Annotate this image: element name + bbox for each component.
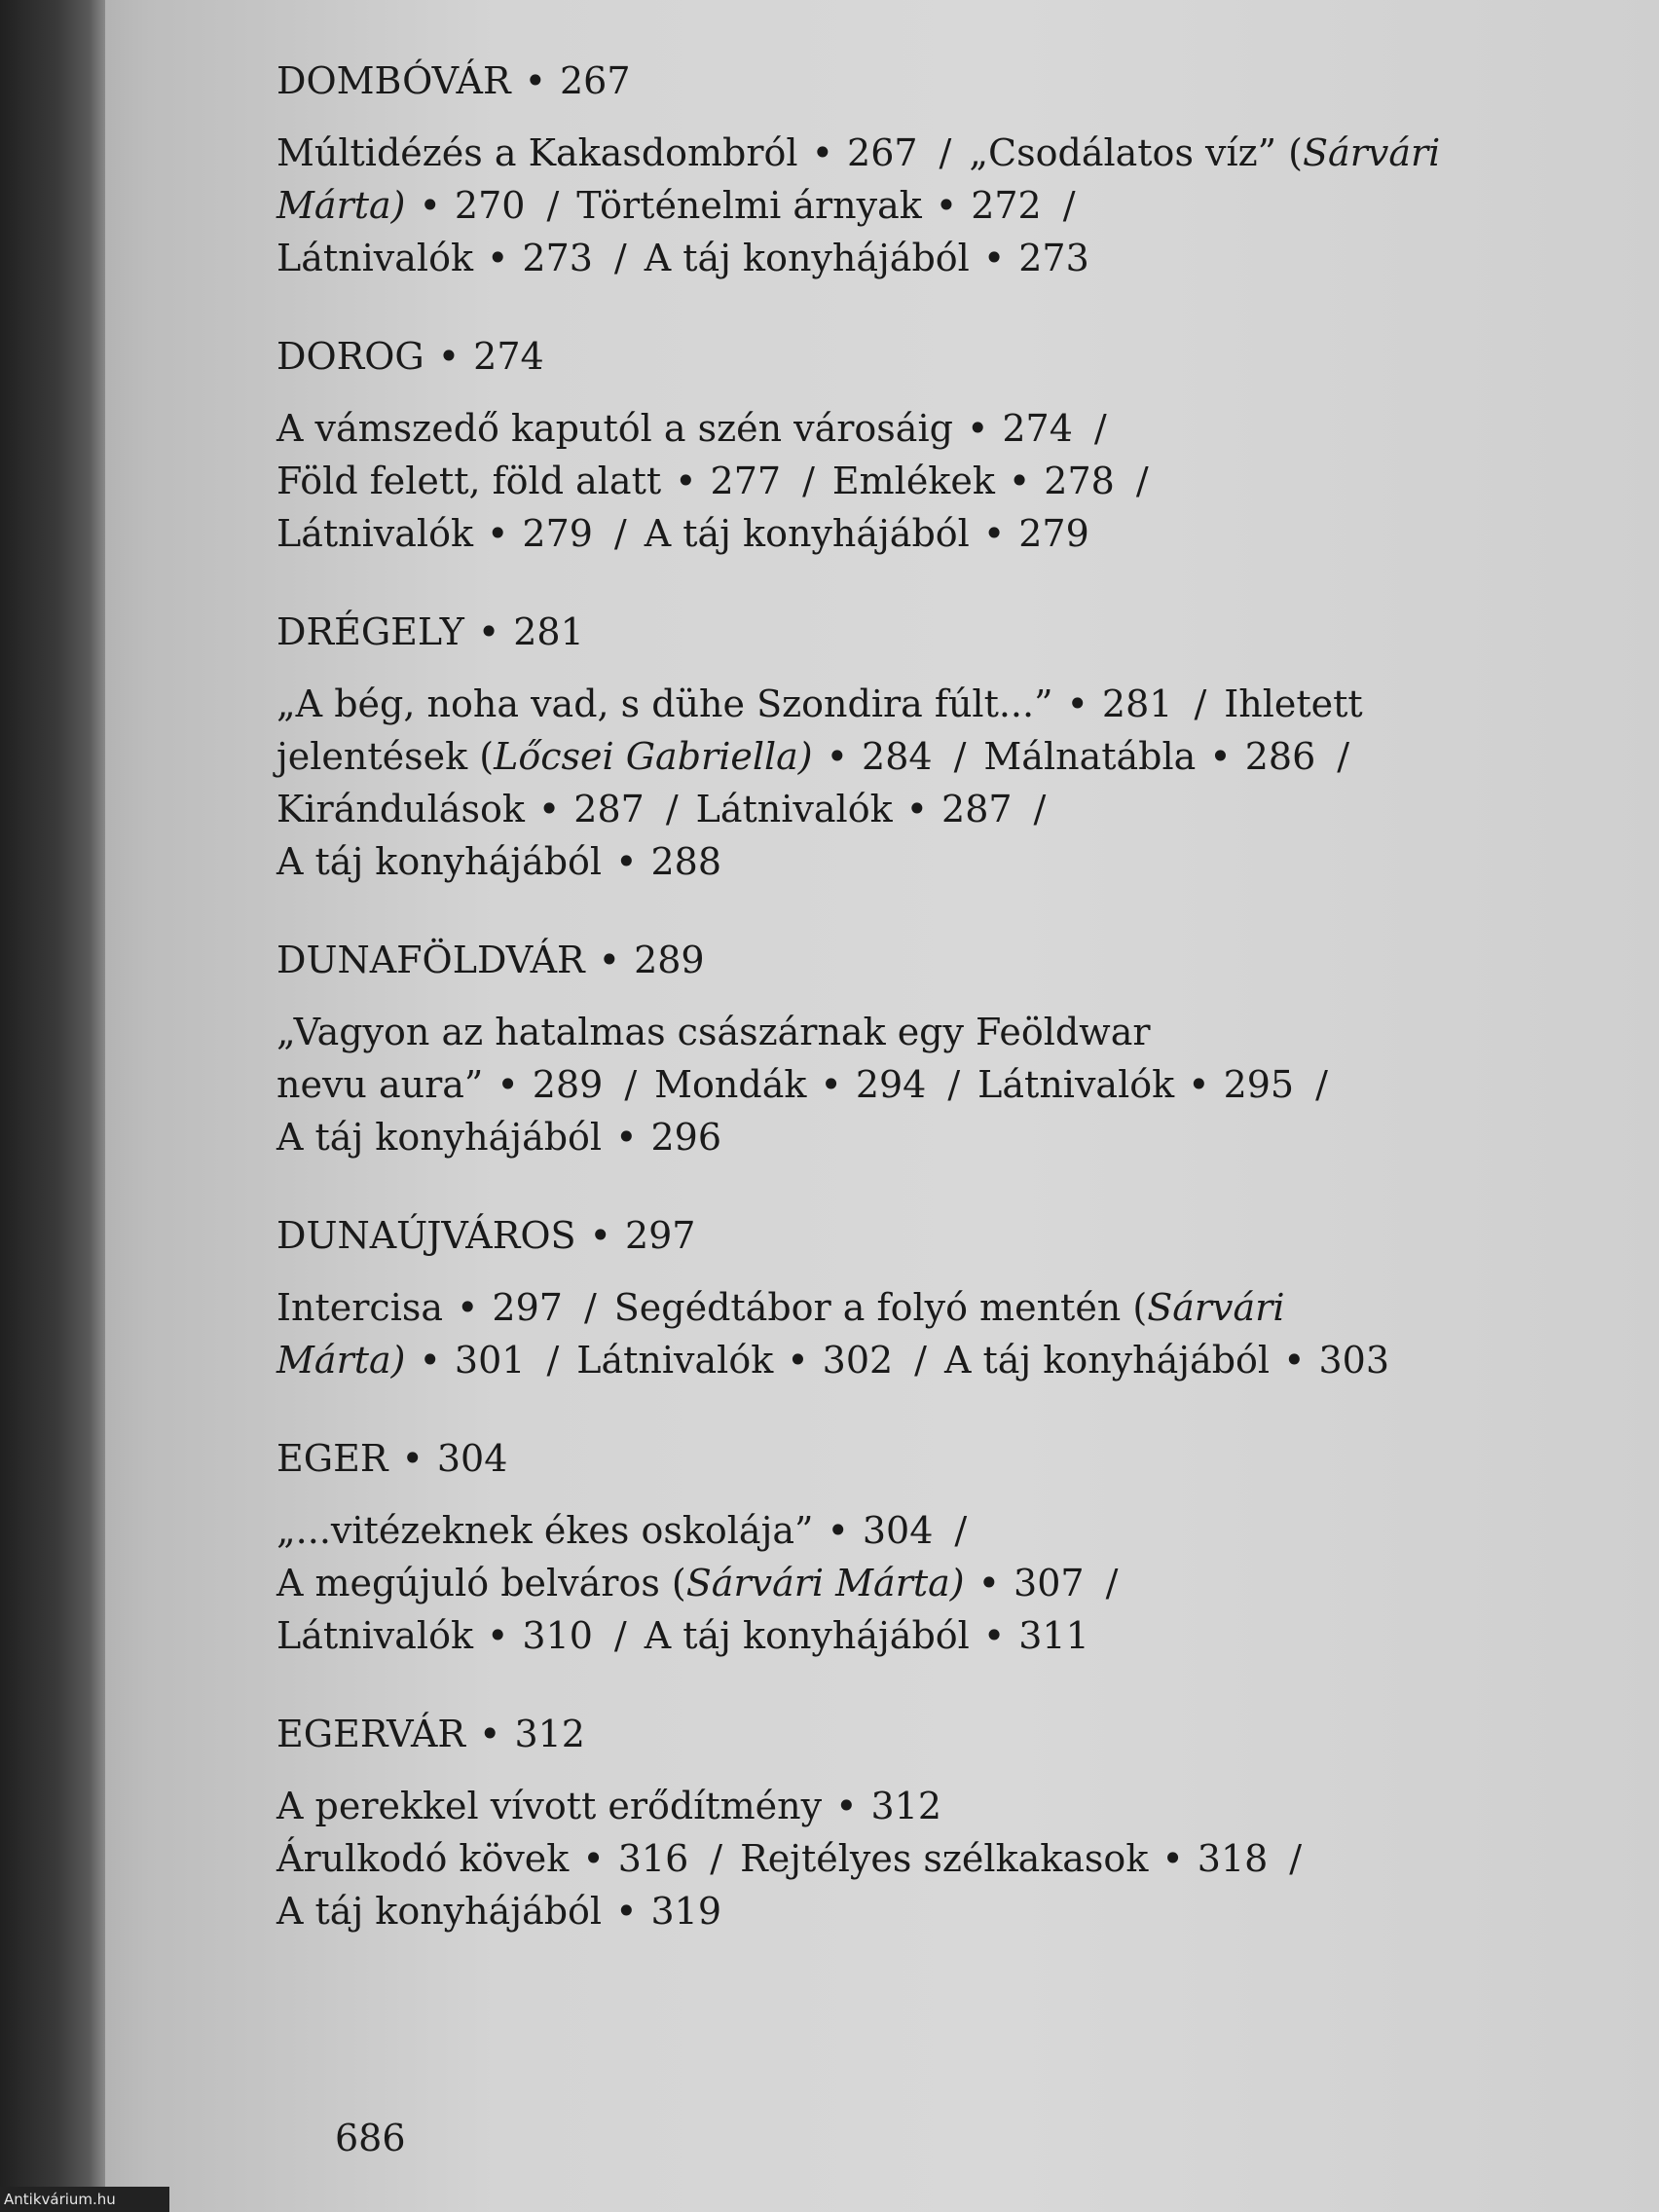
bullet-separator: • xyxy=(820,1063,842,1106)
section-heading xyxy=(276,606,1562,658)
entry-text: A táj konyhájából xyxy=(276,1890,603,1933)
bullet-separator: • xyxy=(582,1837,605,1880)
entry-text: 318 xyxy=(1197,1837,1269,1880)
entry-text: A megújuló belváros ( xyxy=(276,1562,686,1604)
bullet-separator: • xyxy=(615,1890,638,1933)
entry-text: 273 xyxy=(522,237,593,279)
section-heading xyxy=(276,55,1562,107)
slash-separator: / xyxy=(710,1837,723,1880)
book-spine-shadow xyxy=(0,0,105,2212)
entry-text: 288 xyxy=(650,840,722,883)
slash-separator: / xyxy=(624,1063,638,1106)
entry-text: 284 xyxy=(862,735,933,778)
entry-text: Látnivalók xyxy=(276,512,473,555)
entry-text: 295 xyxy=(1223,1063,1295,1106)
slash-separator: / xyxy=(1289,1837,1303,1880)
entry-text: 287 xyxy=(573,788,645,830)
entry-text: 296 xyxy=(650,1116,722,1159)
toc-entry-line xyxy=(276,1780,1562,1832)
bullet-separator: • xyxy=(787,1339,809,1382)
toc-entry-line xyxy=(276,232,1562,284)
bullet-separator: • xyxy=(977,1562,1001,1604)
entry-text: 312 xyxy=(870,1785,942,1827)
entry-text: Látnivalók xyxy=(977,1063,1175,1106)
author-name: Sárvári xyxy=(1147,1286,1285,1329)
bullet-separator: • xyxy=(419,1339,441,1382)
bullet-separator: • xyxy=(1209,735,1232,778)
toc-entry-line xyxy=(276,1058,1562,1111)
bullet-separator: • xyxy=(905,788,929,830)
section-page: 281 xyxy=(513,610,584,653)
section-title: DRÉGELY xyxy=(276,610,464,653)
slash-separator: / xyxy=(546,1339,560,1382)
entry-text: nevu aura” xyxy=(276,1063,484,1106)
entry-text: A táj konyhájából xyxy=(943,1339,1271,1382)
slash-separator: / xyxy=(1135,460,1149,502)
section-page: 267 xyxy=(559,59,631,102)
bullet-separator: • xyxy=(479,1713,501,1755)
entry-text: A perekkel vívott erődítmény xyxy=(276,1785,823,1827)
toc-section xyxy=(276,606,1562,888)
entry-text: 279 xyxy=(1018,512,1089,555)
entry-text: 289 xyxy=(532,1063,604,1106)
slash-separator: / xyxy=(1105,1562,1119,1604)
section-title: DUNAFÖLDVÁR xyxy=(276,939,585,981)
entry-text: „A bég, noha vad, s dühe Szondira fúlt...” xyxy=(276,682,1053,725)
section-heading xyxy=(276,1708,1562,1760)
slash-separator: / xyxy=(947,1063,961,1106)
toc-section xyxy=(276,1432,1562,1662)
bullet-separator: • xyxy=(835,1785,858,1827)
toc-section xyxy=(276,934,1562,1163)
slash-separator: / xyxy=(613,512,627,555)
slash-separator: / xyxy=(954,1509,968,1552)
entry-text: Látnivalók xyxy=(695,788,893,830)
author-name: Márta) xyxy=(276,184,406,227)
entry-text: 272 xyxy=(971,184,1042,227)
entry-text: Emlékek xyxy=(831,460,995,502)
entry-text: Múltidézés a Kakasdombról xyxy=(276,131,798,174)
entry-text: Föld felett, föld alatt xyxy=(276,460,662,502)
bullet-separator: • xyxy=(982,512,1006,555)
bullet-separator: • xyxy=(1188,1063,1210,1106)
section-heading xyxy=(276,934,1562,986)
bullet-separator: • xyxy=(497,1063,519,1106)
slash-separator: / xyxy=(1093,407,1107,450)
entry-text: Rejtélyes szélkakasok xyxy=(740,1837,1149,1880)
entry-text: 307 xyxy=(1014,1562,1085,1604)
entry-text: 277 xyxy=(710,460,782,502)
entry-text: Látnivalók xyxy=(576,1339,774,1382)
toc-entry-line xyxy=(276,783,1562,835)
slash-separator: / xyxy=(583,1286,597,1329)
section-title: DUNAÚJVÁROS xyxy=(276,1214,576,1257)
entry-text: 294 xyxy=(855,1063,927,1106)
section-title: EGER xyxy=(276,1437,388,1480)
section-title: EGERVÁR xyxy=(276,1713,466,1755)
bullet-separator: • xyxy=(477,610,500,653)
entry-text: 316 xyxy=(617,1837,689,1880)
entry-text: 267 xyxy=(847,131,918,174)
toc-entry-line xyxy=(276,1504,1562,1557)
entry-text: „...vitézeknek ékes oskolája” xyxy=(276,1509,814,1552)
entry-text: 302 xyxy=(822,1339,894,1382)
toc-entry-line xyxy=(276,1609,1562,1662)
toc-entry-line xyxy=(276,1006,1562,1058)
slash-separator: / xyxy=(914,1339,927,1382)
bullet-separator: • xyxy=(811,131,834,174)
entry-text: A táj konyhájából xyxy=(276,1116,603,1159)
slash-separator: / xyxy=(613,1614,627,1657)
entry-text: Látnivalók xyxy=(276,237,473,279)
entry-text: 270 xyxy=(454,184,526,227)
toc-entry-line xyxy=(276,127,1562,179)
bullet-separator: • xyxy=(1161,1837,1184,1880)
entry-text: Kirándulások xyxy=(276,788,525,830)
watermark: Antikvárium.hu xyxy=(0,2187,169,2212)
bullet-separator: • xyxy=(486,237,509,279)
entry-text: A táj konyhájából xyxy=(644,1614,970,1657)
bullet-separator: • xyxy=(982,1614,1006,1657)
entry-text: 310 xyxy=(522,1614,593,1657)
section-page: 304 xyxy=(436,1437,508,1480)
toc-entry-line xyxy=(276,1111,1562,1163)
author-name: Márta) xyxy=(276,1339,406,1382)
slash-separator: / xyxy=(802,460,815,502)
author-name: Sárvári xyxy=(1303,131,1441,174)
section-page: 312 xyxy=(514,1713,585,1755)
bullet-separator: • xyxy=(598,939,621,981)
entry-text: „Vagyon az hatalmas császárnak egy Feöldwar xyxy=(276,1011,1151,1053)
toc-entry-line xyxy=(276,1885,1562,1937)
section-heading xyxy=(276,330,1562,383)
bullet-separator: • xyxy=(615,840,638,883)
entry-text: jelentések ( xyxy=(276,735,495,778)
toc-entry-line xyxy=(276,678,1562,730)
slash-separator: / xyxy=(1315,1063,1328,1106)
slash-separator: / xyxy=(953,735,967,778)
bullet-separator: • xyxy=(537,788,561,830)
slash-separator: / xyxy=(546,184,560,227)
toc-section xyxy=(276,1209,1562,1386)
bullet-separator: • xyxy=(457,1286,479,1329)
bullet-separator: • xyxy=(615,1116,638,1159)
bullet-separator: • xyxy=(935,184,958,227)
author-name: Lőcsei Gabriella) xyxy=(494,735,813,778)
entry-text: A vámszedő kaputól a szén városáig xyxy=(276,407,953,450)
slash-separator: / xyxy=(1062,184,1076,227)
entry-text: 279 xyxy=(522,512,593,555)
section-heading xyxy=(276,1209,1562,1262)
slash-separator: / xyxy=(665,788,679,830)
table-of-contents xyxy=(276,55,1562,1983)
entry-text: 297 xyxy=(492,1286,563,1329)
bullet-separator: • xyxy=(486,512,509,555)
slash-separator: / xyxy=(1337,735,1350,778)
entry-text: 273 xyxy=(1018,237,1089,279)
bullet-separator: • xyxy=(486,1614,509,1657)
toc-entry-line xyxy=(276,1334,1562,1386)
entry-text: 274 xyxy=(1002,407,1073,450)
bullet-separator: • xyxy=(401,1437,424,1480)
toc-section xyxy=(276,330,1562,560)
toc-entry-line xyxy=(276,1557,1562,1609)
bullet-separator: • xyxy=(982,237,1006,279)
entry-text: 287 xyxy=(941,788,1013,830)
entry-text: Ihletett xyxy=(1224,682,1363,725)
page-number: 686 xyxy=(335,2117,406,2159)
bullet-separator: • xyxy=(1283,1339,1306,1382)
bullet-separator: • xyxy=(419,184,441,227)
bullet-separator: • xyxy=(1066,682,1088,725)
toc-entry-line xyxy=(276,1832,1562,1885)
author-name: Sárvári Márta) xyxy=(685,1562,965,1604)
entry-text: Málnatábla xyxy=(983,735,1197,778)
entry-text: 301 xyxy=(454,1339,526,1382)
entry-text: A táj konyhájából xyxy=(644,512,970,555)
entry-text: 311 xyxy=(1018,1614,1089,1657)
entry-text: Intercisa xyxy=(276,1286,443,1329)
toc-entry-line xyxy=(276,179,1562,232)
entry-text: Látnivalók xyxy=(276,1614,473,1657)
entry-text: 286 xyxy=(1244,735,1316,778)
bullet-separator: • xyxy=(675,460,697,502)
section-heading xyxy=(276,1432,1562,1485)
section-page: 274 xyxy=(473,335,544,378)
toc-entry-line xyxy=(276,507,1562,560)
section-page: 289 xyxy=(634,939,705,981)
toc-entry-line xyxy=(276,835,1562,888)
entry-text: Történelmi árnyak xyxy=(576,184,922,227)
entry-text: 319 xyxy=(650,1890,722,1933)
section-title: DOMBÓVÁR xyxy=(276,59,511,102)
toc-entry-line xyxy=(276,402,1562,455)
entry-text: 304 xyxy=(862,1509,934,1552)
entry-text: A táj konyhájából xyxy=(276,840,603,883)
toc-section xyxy=(276,1708,1562,1937)
entry-text: Árulkodó kövek xyxy=(276,1837,570,1880)
bullet-separator: • xyxy=(524,59,546,102)
toc-entry-line xyxy=(276,730,1562,783)
slash-separator: / xyxy=(613,237,627,279)
slash-separator: / xyxy=(1033,788,1047,830)
toc-entry-line xyxy=(276,455,1562,507)
entry-text: 278 xyxy=(1044,460,1115,502)
entry-text: Mondák xyxy=(654,1063,807,1106)
bullet-separator: • xyxy=(1008,460,1031,502)
bullet-separator: • xyxy=(589,1214,611,1257)
entry-text: „Csodálatos víz” ( xyxy=(969,131,1303,174)
toc-entry-line xyxy=(276,1281,1562,1334)
toc-section xyxy=(276,55,1562,284)
bullet-separator: • xyxy=(437,335,461,378)
entry-text: A táj konyhájából xyxy=(644,237,970,279)
section-page: 297 xyxy=(624,1214,696,1257)
bullet-separator: • xyxy=(966,407,989,450)
entry-text: 281 xyxy=(1101,682,1173,725)
slash-separator: / xyxy=(1194,682,1207,725)
slash-separator: / xyxy=(939,131,952,174)
entry-text: 303 xyxy=(1318,1339,1390,1382)
bullet-separator: • xyxy=(827,1509,849,1552)
section-title: DOROG xyxy=(276,335,424,378)
entry-text: Segédtábor a folyó mentén ( xyxy=(613,1286,1148,1329)
bullet-separator: • xyxy=(826,735,849,778)
